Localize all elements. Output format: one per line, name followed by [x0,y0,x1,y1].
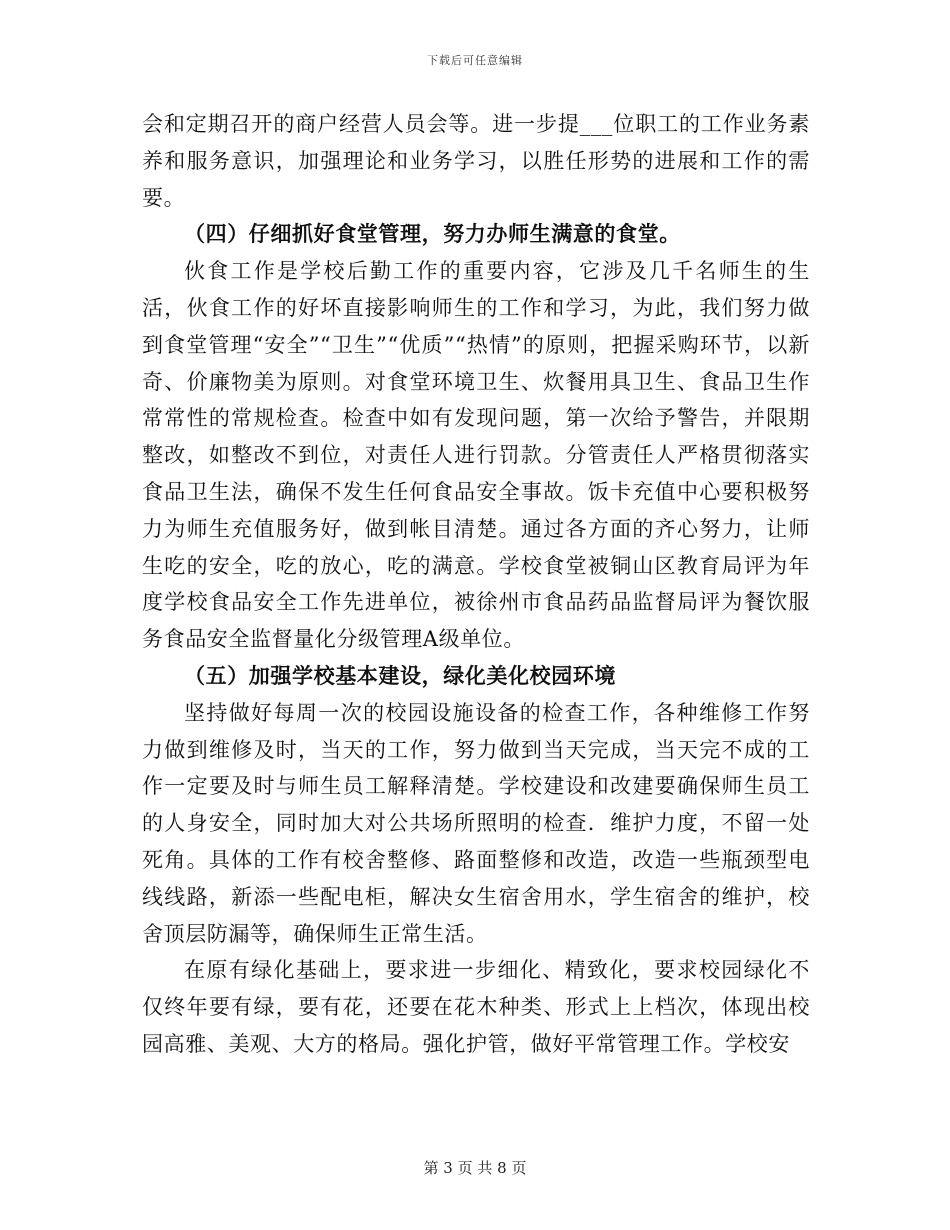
paragraph-continued: 会和定期召开的商户经营人员会等。进一步提___位职工的工作业务素养和服务意识，加强理论和业务学习，以胜任形势的进展和工作的需要。 [142,112,810,210]
section-heading-four: （四）仔细抓好食堂管理，努力办师生满意的食堂。 [184,222,681,247]
section-heading-five: （五）加强学校基本建设，绿化美化校园环境 [184,663,616,688]
paragraph-canteen: 伙食工作是学校后勤工作的重要内容，它涉及几千名师生的生活，伙食工作的好坏直接影响师生的工作和学习，为此，我们努力做到食堂管理“安全”“卫生”“优质”“热情”的原则，把握采购环节，以新奇、价廉物美为原则。对食堂环境卫生、炊餐用具卫生、食品卫生作常常性的常规检查。检查中如有发现问题，第一次给予警告，并限期整改，如整改不到位，对责任人进行罚款。分管责任人严格贯彻落实食品卫生法，确保不发生任何食品安全事故。饭卡充值中心要积极努力为师生充值服务好，做到帐目清楚。通过各方面的齐心努力，让师生吃的安全，吃的放心，吃的满意。学校食堂被铜山区教育局评为年度学校食品安全工作先进单位，被徐州市食品药品监督局评为餐饮服务食品安全监督量化分级管理A级单位。 [142,259,810,652]
page-number: 第 3 页 共 8 页 [423,1159,527,1177]
document-body [142,106,810,1063]
page-header-note: 下载后可任意编辑 [427,54,523,67]
paragraph-greening: 在原有绿化基础上，要求进一步细化、精致化，要求校园绿化不仅终年要有绿，要有花，还要在花木种类、形式上上档次，体现出校园高雅、美观、大方的格局。强化护管，做好平常管理工作。学校安 [142,958,810,1056]
paragraph-construction: 坚持做好每周一次的校园设施设备的检查工作，各种维修工作努力做到维修及时，当天的工作，努力做到当天完成，当天完不成的工作一定要及时与师生员工解释清楚。学校建设和改建要确保师生员工的人身安全，同时加大对公共场所照明的检查．维护力度，不留一处死角。具体的工作有校舍整修、路面整修和改造，改造一些瓶颈型电线线路，新添一些配电柜，解决女生宿舍用水，学生宿舍的维护，校舍顶层防漏等，确保师生正常生活。 [142,700,810,946]
